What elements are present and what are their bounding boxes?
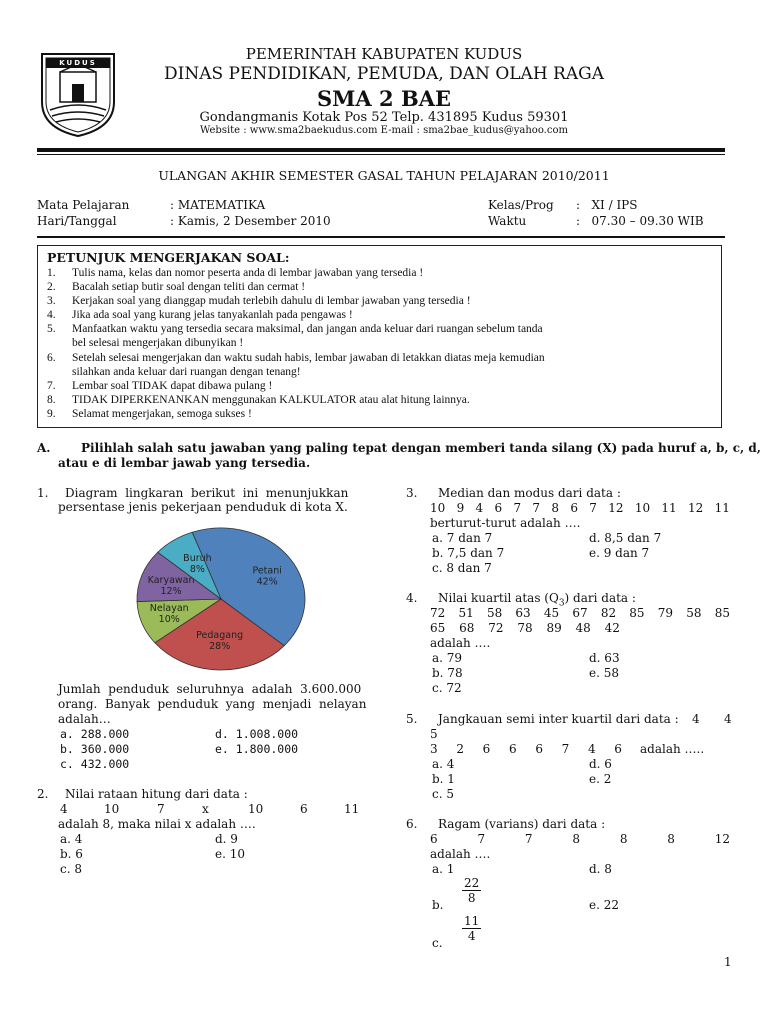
q4-data-value: 48 [575,621,591,635]
q3-data-value: 10 [430,501,446,515]
pie-label-buruh: Buruh [183,553,212,565]
exam-title: ULANGAN AKHIR SEMESTER GASAL TAHUN PELAJARAN 2010/2011 [158,168,610,183]
fraction-numerator: 11 [464,914,480,928]
header-department: DINAS PENDIDIKAN, PEMUDA, DAN OLAH RAGA [164,64,604,84]
header-school: SMA 2 BAE [317,86,451,111]
instruction-item: 6. Setelah selesai mengerjakan dan waktu sudah habis, lembar jawaban di letakkan diatas meja kemudian [47,352,545,364]
q5-data-value: 4 [587,742,596,756]
q4-option-b[interactable]: b. 78 [432,666,463,680]
q2-text-1: Nilai rataan hitung dari data : [65,787,248,801]
q5-data-value: 3 [430,742,438,756]
instruction-item: 8. TIDAK DIPERKENANKAN menggunakan KALKULATOR atau alat hitung lainnya. [47,394,470,406]
q1-text-5: adalah… [58,712,111,726]
q6-data-value: 8 [667,832,675,846]
q6-data-value: 12 [714,832,730,846]
q3-data-value: 12 [688,501,704,515]
section-letter: A. [37,441,51,455]
q6-option-b-fraction [462,876,481,905]
q6-text-2: adalah …. [430,847,491,861]
time-label: Waktu [488,214,527,228]
q4-data-value: 85 [629,606,645,620]
q5-option-b[interactable]: b. 1 [432,772,455,786]
q6-option-e[interactable]: e. 22 [589,898,619,912]
q4-data-value: 45 [543,606,560,620]
q2-option-e[interactable]: e. 10 [215,847,245,861]
header-address: Gondangmanis Kotak Pos 52 Telp. 431895 Kudus 59301 [199,110,569,125]
q4-data-value: 72 [488,621,504,635]
q2-option-d[interactable]: d. 9 [215,832,238,846]
date-value: : Kamis, 2 Desember 2010 [170,214,331,228]
q6-data-value: 7 [524,832,533,846]
header-contact: Website : www.sma2baekudus.com E-mail : sma2bae_kudus@yahoo.com [200,125,568,136]
q1-option-a[interactable]: a. 288.000 [60,727,130,741]
q3-option-c[interactable]: c. 8 dan 7 [432,561,492,575]
q6-data-value: 8 [572,832,580,846]
pie-value-petani: 42% [256,576,278,588]
q3-text-1: Median dan modus dari data : [438,486,621,500]
q4-data-value: 58 [686,606,702,620]
q6-option-a[interactable]: a. 1 [432,862,455,876]
instruction-item: 3. Kerjakan soal yang dianggap mudah terlebih dahulu di lembar jawaban yang tersedia ! [47,295,471,307]
q1-option-c[interactable]: c. 432.000 [60,757,130,771]
q1-number: 1. [37,486,49,500]
q4-option-e[interactable]: e. 58 [589,666,619,680]
q2-data-2: 7 [157,802,165,816]
fraction-denominator: 8 [467,891,476,905]
q3-option-e[interactable]: e. 9 dan 7 [589,546,650,560]
instructions-box [37,245,722,428]
q4-data-value: 67 [572,606,588,620]
q3-number: 3. [406,486,418,500]
pie-value-buruh: 8% [189,564,205,576]
q4-data-value: 89 [546,621,562,635]
q2-option-c[interactable]: c. 8 [60,862,82,876]
q5-data-value: 6 [614,742,622,756]
instruction-item: 9. Selamat mengerjakan, semoga sukses ! [47,408,252,420]
q4-data-value: 72 [430,606,446,620]
pie-value-nelayan: 10% [158,614,180,626]
fraction-numerator: 22 [464,876,480,890]
q3-data-value: 7 [589,501,597,515]
pie-label-nelayan: Nelayan [149,603,189,615]
q5-data-row [430,742,622,756]
q5-option-a[interactable]: a. 4 [432,757,455,771]
q5-option-d[interactable]: d. 6 [589,757,612,771]
header-government: PEMERINTAH KABUPATEN KUDUS [245,45,523,63]
pie-value-pedagang: 28% [209,641,231,653]
class-value: : XI / IPS [576,198,638,212]
subject-value: : MATEMATIKA [170,198,266,212]
q2-data-5: 6 [300,802,308,816]
instruction-item: 7. Lembar soal TIDAK dapat dibawa pulang ! [47,380,273,392]
instruction-item: bel selesai mengerjakan dibunyikan ! [72,337,244,349]
q6-data-value: 6 [430,832,438,846]
q4-data-value: 63 [515,606,531,620]
q3-data-value: 7 [532,501,541,515]
q3-data-value: 12 [608,501,624,515]
instruction-item: silahkan anda keluar dari ruangan dengan tenang! [72,366,301,378]
q3-data-value: 6 [570,501,578,515]
q1-text-1: Diagram lingkaran berikut ini menunjukkan [65,486,349,500]
pie-label-karyawan: Karyawan [147,575,195,587]
q3-option-b[interactable]: b. 7,5 dan 7 [432,546,505,560]
q2-data-4: 10 [248,802,264,816]
q2-data-3: x [202,802,209,816]
q6-data-row [430,832,730,846]
q5-data-third: 5 [430,727,438,741]
q3-data-value: 7 [513,501,522,515]
q5-text-1: Jangkauan semi inter kuartil dari data : [438,712,679,726]
q6-data-value: 7 [477,832,486,846]
q3-data-value: 10 [634,501,651,515]
info-divider [37,236,725,238]
subject-label: Mata Pelajaran [37,198,130,212]
date-label: Hari/Tanggal [37,214,117,228]
q2-option-a[interactable]: a. 4 [60,832,83,846]
q4-option-c[interactable]: c. 72 [432,681,462,695]
q4-text-1: Nilai kuartil atas $(Q_3)$ dari data : [438,591,636,609]
time-value: : 07.30 – 09.30 WIB [576,214,704,228]
q4-data-value: 68 [459,621,475,635]
q5-number: 5. [406,712,418,726]
instruction-item: 1. Tulis nama, kelas dan nomor peserta anda di lembar jawaban yang tersedia ! [47,267,424,279]
q6-text-1: Ragam (varians) dari data : [438,817,606,831]
q1-option-b[interactable]: b. 360.000 [60,742,130,756]
q4-data-value: 42 [604,621,620,635]
q3-data-value: 9 [456,501,465,515]
q2-text-2: adalah 8, maka nilai x adalah …. [58,817,256,831]
q3-data-row [430,501,730,515]
q2-data-0: 4 [60,802,68,816]
q2-data-6: 11 [344,802,360,816]
logo-text: KUDUS [59,59,97,67]
pie-label-petani: Petani [252,565,282,577]
fraction-denominator: 4 [467,929,476,943]
q4-option-a[interactable]: a. 79 [432,651,463,665]
pie-label-pedagang: Pedagang [196,630,244,642]
q4-data-value: 78 [517,621,533,635]
instructions-title: PETUNJUK MENGERJAKAN SOAL: [47,250,290,265]
q6-option-c-fraction [462,914,481,943]
q4-data-value: 65 [430,621,446,635]
q4-data-value: 82 [600,606,617,620]
q5-text-2: adalah ….. [640,742,705,756]
q4-data-value: 51 [458,606,474,620]
q4-data-value: 85 [714,606,730,620]
header-divider-thin [37,154,725,155]
class-label: Kelas/Prog [488,198,554,212]
section-instruction-line2: atau e di lembar jawab yang tersedia. [58,456,311,470]
q3-text-2: berturut-turut adalah …. [430,516,581,530]
q2-number: 2. [37,787,49,801]
header-divider-thick [37,148,725,152]
q4-data-value: 79 [657,606,674,620]
q4-data-value: 58 [486,606,503,620]
instruction-item: 2. Bacalah setiap butir soal dengan teliti dan cermat ! [47,281,306,293]
pie-value-karyawan: 12% [160,586,182,598]
q5-data-value: 6 [508,742,517,756]
q3-data-value: 11 [661,501,677,515]
q1-option-d[interactable]: d. 1.008.000 [215,727,299,741]
q5-data-value: 2 [456,742,464,756]
instruction-item: 5. Manfaatkan waktu yang tersedia secara maksimal, dan jangan anda keluar dari ruangan sebelum tanda [47,323,543,335]
q1-option-e[interactable]: e. 1.800.000 [215,742,299,756]
q5-data-value: 7 [561,742,570,756]
q4-option-d[interactable]: d. 63 [589,651,620,665]
q6-option-c-label[interactable]: c. [432,936,443,950]
q3-option-a[interactable]: a. 7 dan 7 [432,531,493,545]
q1-text-4: orang. Banyak penduduk yang menjadi nelayan [58,697,367,711]
instruction-item: 4. Jika ada soal yang kurang jelas tanyakanlah pada pengawas ! [47,309,353,321]
section-instruction-line1: Pilihlah salah satu jawaban yang paling tepat dengan memberi tanda silang (X) pada huruf a, b, c, d, [81,441,761,455]
q4-text-2: adalah …. [430,636,491,650]
pie-chart [128,525,308,673]
q6-option-b-label[interactable]: b. [432,898,444,912]
q1-text-2: persentase jenis pekerjaan penduduk di kota X. [58,500,348,514]
q3-option-d[interactable]: d. 8,5 dan 7 [589,531,662,545]
q3-data-value: 6 [494,501,503,515]
q5-data-second: 4 [724,712,732,726]
q6-number: 6. [406,817,418,831]
q4-data-row-2 [430,621,620,635]
q2-data-1: 10 [104,802,120,816]
q3-data-value: 4 [475,501,484,515]
q3-data-value: 11 [714,501,730,515]
q3-data-value: 8 [551,501,559,515]
q5-option-e[interactable]: e. 2 [589,772,612,786]
page-number: 1 [724,955,732,969]
q6-option-d[interactable]: d. 8 [589,862,612,876]
q5-data-value: 6 [535,742,543,756]
q4-number: 4. [406,591,418,605]
q4-data-row-1 [430,606,730,620]
q5-option-c[interactable]: c. 5 [432,787,454,801]
q6-data-value: 8 [619,832,628,846]
q5-data-value: 6 [482,742,491,756]
q2-option-b[interactable]: b. 6 [60,847,83,861]
q1-text-3: Jumlah penduduk seluruhnya adalah 3.600.000 [58,682,362,696]
q5-data-first: 4 [692,712,700,726]
